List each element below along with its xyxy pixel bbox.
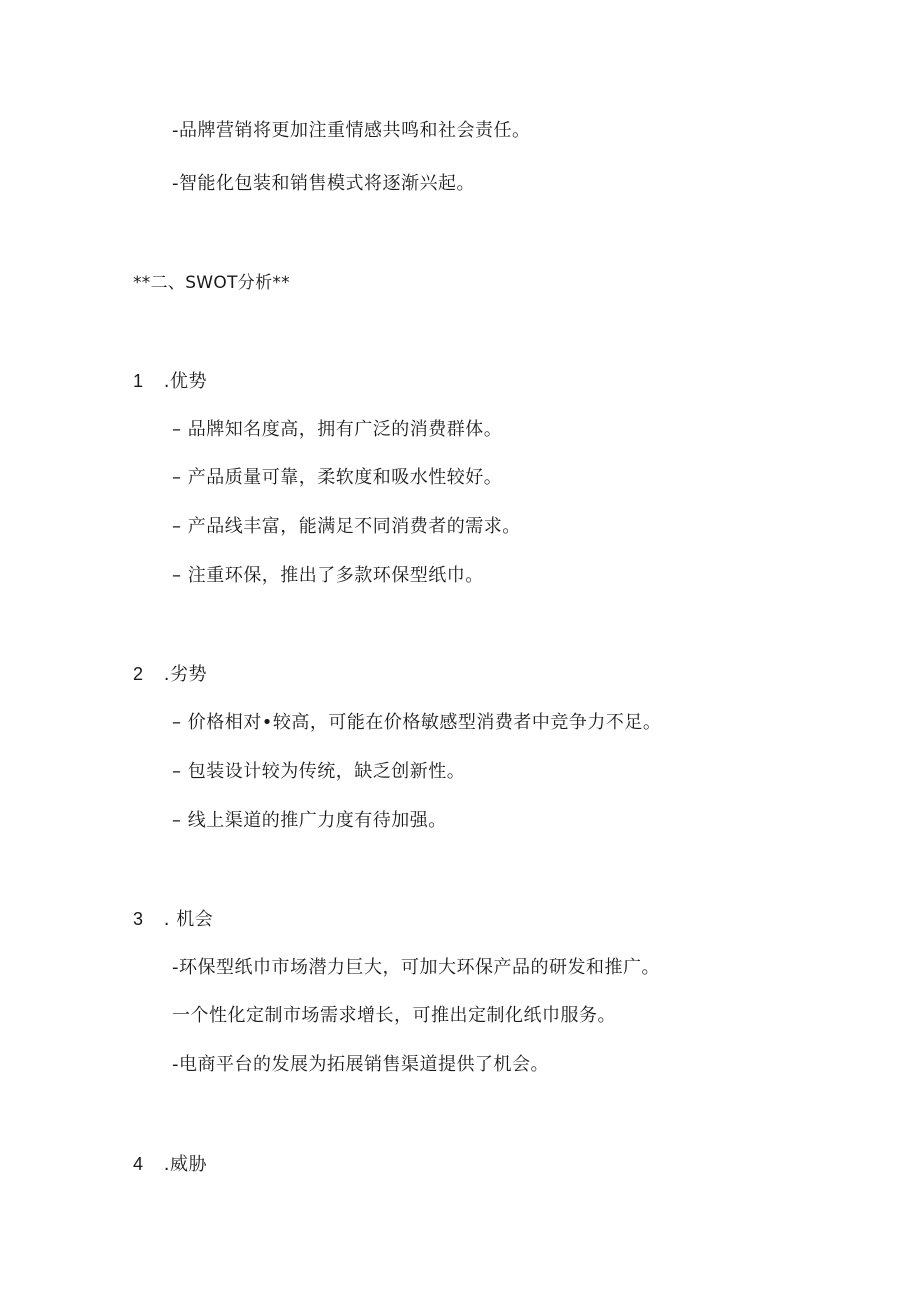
trend-item: -品牌营销将更加注重情感共鸣和社会责任。 (172, 120, 531, 141)
list-item: -环保型纸巾市场潜力巨大，可加大环保产品的研发和推广。 (172, 957, 660, 978)
group-title: .威胁 (163, 1154, 207, 1175)
list-item: – 线上渠道的推广力度有待加强。 (172, 810, 447, 831)
group-title: .优势 (163, 371, 207, 392)
group-number: 3 (133, 909, 144, 929)
group-heading (133, 369, 207, 394)
trend-item: -智能化包装和销售模式将逐渐兴起。 (172, 173, 475, 194)
group-number: 4 (133, 1154, 144, 1174)
group-title: .劣势 (163, 664, 207, 685)
list-item: – 品牌知名度高，拥有广泛的消费群体。 (172, 419, 503, 440)
group-title: . 机会 (163, 909, 214, 930)
group-number: 2 (133, 664, 144, 684)
list-item: -电商平台的发展为拓展销售渠道提供了机会。 (172, 1054, 549, 1075)
list-item: – 产品线丰富，能满足不同消费者的需求。 (172, 516, 521, 537)
list-item: – 产品质量可靠，柔软度和吸水性较好。 (172, 467, 503, 488)
group-heading (133, 907, 213, 932)
list-item: – 注重环保，推出了多款环保型纸巾。 (172, 565, 484, 586)
group-heading (133, 1152, 207, 1177)
section-title: **二、SWOT分析** (133, 273, 290, 293)
list-item: – 包装设计较为传统，缺乏创新性。 (172, 761, 466, 782)
group-number: 1 (133, 371, 144, 391)
list-item: 一个性化定制市场需求增长，可推出定制化纸巾服务。 (172, 1005, 616, 1026)
group-heading (133, 662, 207, 687)
list-item: – 价格相对•较高，可能在价格敏感型消费者中竞争力不足。 (172, 712, 662, 733)
